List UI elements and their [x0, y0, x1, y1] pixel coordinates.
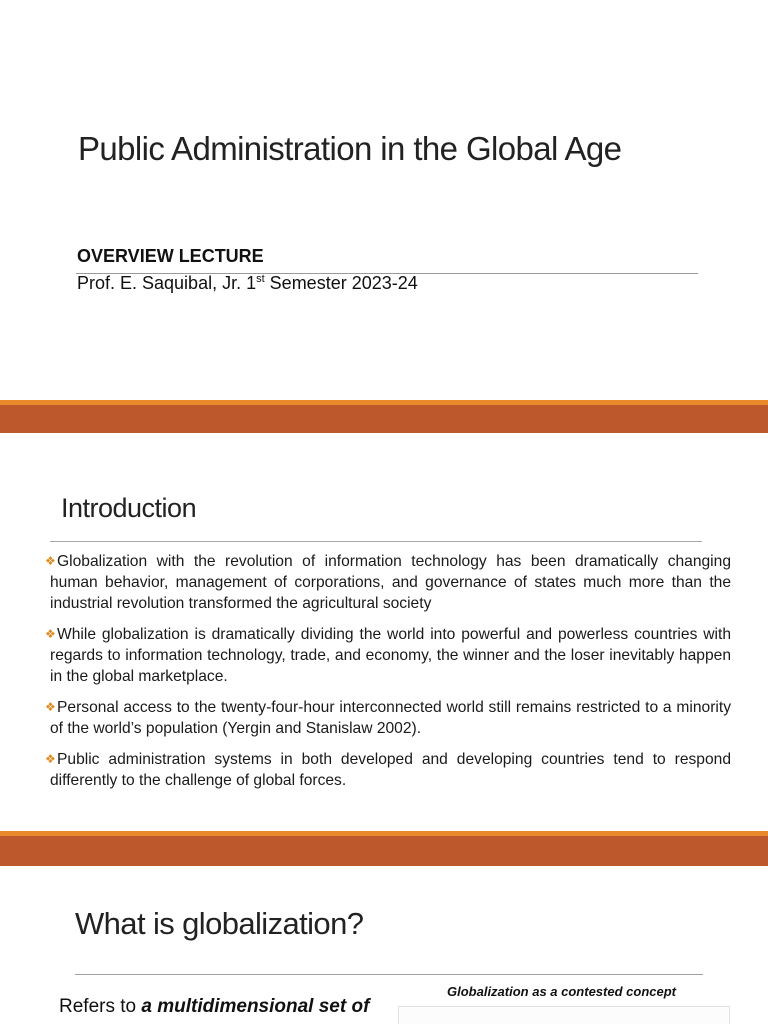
slide-title: Public Administration in the Global Age — [78, 130, 622, 167]
slide-subtitle: OVERVIEW LECTURE — [77, 246, 264, 266]
body-prefix: Refers to — [59, 996, 142, 1017]
list-item — [45, 697, 731, 739]
body-emphasis: a multidimensional set of — [141, 996, 370, 1017]
author-line — [77, 273, 418, 294]
author-name: Prof. E. Saquibal, Jr. 1 — [77, 273, 257, 293]
band-highlight — [0, 831, 768, 836]
slide-title: What is globalization? — [75, 906, 364, 941]
ordinal-suffix: st — [256, 273, 265, 285]
semester-text: Semester 2023-24 — [264, 273, 418, 293]
slide-title: Introduction — [61, 493, 197, 523]
bullet-text: Public administration systems in both developed and developing countries tend to respond differently to the challenge of global forces. — [50, 751, 731, 789]
bullet-text: Personal access to the twenty-four-hour interconnected world still remains restricted to a minority of the world’s population (Yergin and Stanislaw 2002). — [50, 699, 731, 737]
figure-frame — [398, 1006, 730, 1024]
diamond-bullet-icon: ❖ — [45, 627, 56, 641]
divider-line — [50, 541, 702, 542]
bullet-text: While globalization is dramatically dividing the world into powerful and powerless countries with regards to information technology, trade, and economy, the winner and the loser inevitably happen in the global marketplace. — [50, 626, 731, 685]
introduction-slide — [0, 433, 768, 831]
globalization-slide — [0, 866, 768, 1024]
slide-separator-band — [0, 400, 768, 433]
divider-line — [75, 974, 703, 975]
title-slide — [0, 0, 768, 400]
bullet-list — [45, 551, 731, 801]
diamond-bullet-icon: ❖ — [45, 700, 56, 714]
list-item — [45, 551, 731, 614]
figure-caption: Globalization as a contested concept — [447, 984, 676, 999]
band-highlight — [0, 400, 768, 405]
list-item — [45, 749, 731, 791]
list-item — [45, 624, 731, 687]
body-text — [59, 996, 369, 1018]
slide-separator-band — [0, 831, 768, 866]
bullet-text: Globalization with the revolution of information technology has been dramatically changing human behavior, management of corporations, and governance of states much more than the industrial revolution transformed the agricultural society — [50, 553, 731, 612]
diamond-bullet-icon: ❖ — [45, 554, 56, 568]
diamond-bullet-icon: ❖ — [45, 752, 56, 766]
